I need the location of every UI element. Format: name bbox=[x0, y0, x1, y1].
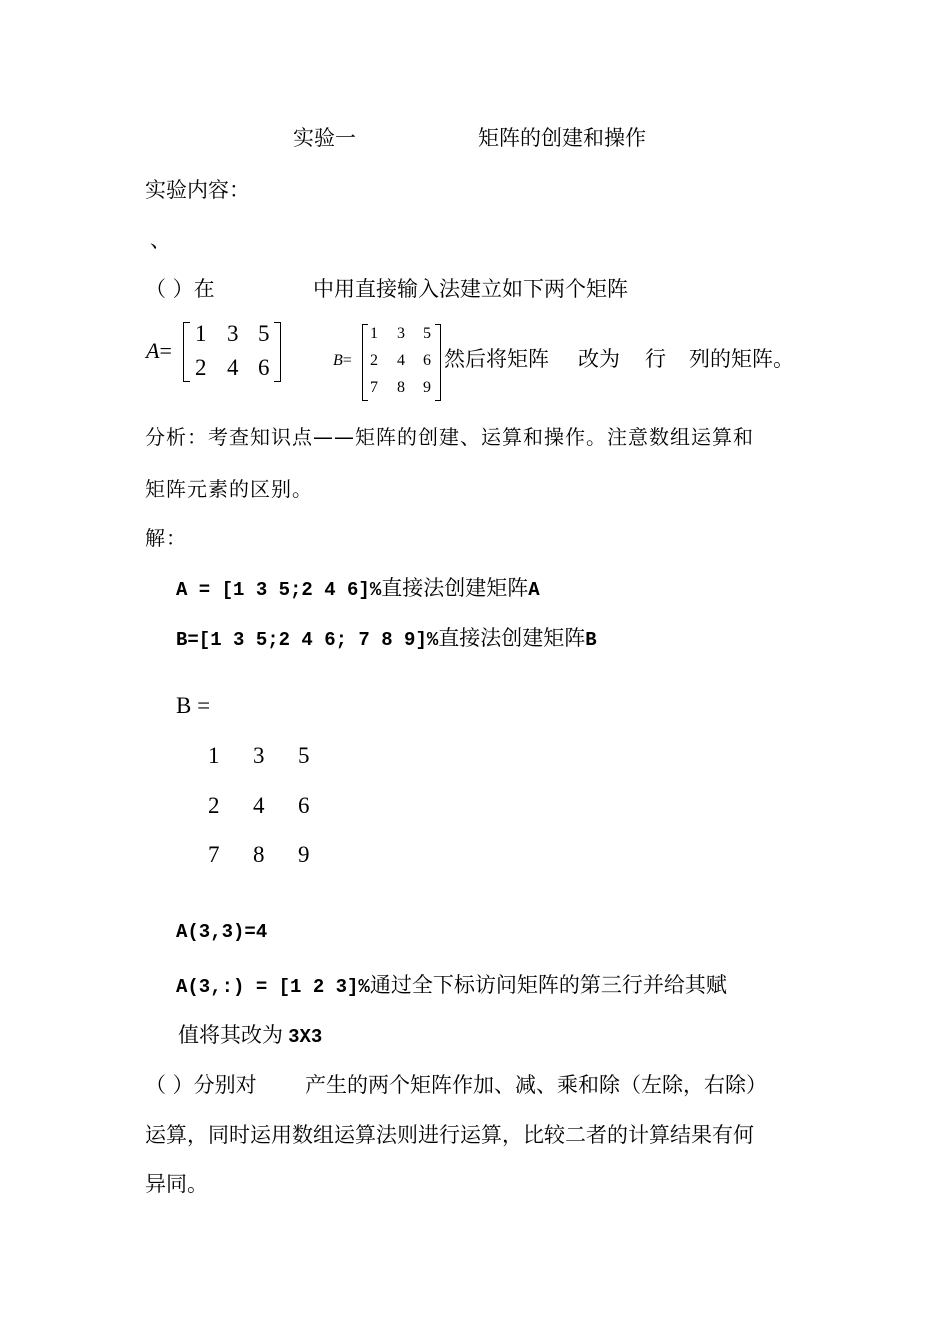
task1-after-4: 列的矩阵。 bbox=[689, 347, 794, 371]
matrix-a-cell: 5 bbox=[258, 321, 270, 346]
matrix-b-cell: 1 bbox=[370, 325, 378, 342]
matrix-a-name: A= bbox=[146, 338, 172, 363]
matrix-a-cell: 3 bbox=[227, 321, 239, 346]
output-cell: 7 bbox=[208, 842, 220, 867]
output-cell: 5 bbox=[298, 743, 310, 768]
solution-label: 解： bbox=[145, 526, 187, 550]
output-cell: 9 bbox=[298, 842, 310, 867]
matrix-b-cell: 9 bbox=[423, 379, 431, 396]
title-part-1: 实验一 bbox=[293, 126, 356, 150]
code-line-1: A = [1 3 5;2 4 6]%直接法创建矩阵A bbox=[176, 576, 540, 601]
code-line-4-cont: 值将其改为 3X3 bbox=[178, 1023, 323, 1048]
output-cell: 2 bbox=[208, 793, 220, 818]
matrix-a-cell: 1 bbox=[195, 321, 207, 346]
matrix-b-cell: 6 bbox=[423, 352, 431, 369]
task2-line-2: 运算，同时运用数组运算法则进行运算，比较二者的计算结果有何 bbox=[145, 1123, 754, 1147]
task1-after-2: 改为 bbox=[578, 347, 620, 371]
title-part-2: 矩阵的创建和操作 bbox=[478, 126, 646, 150]
code-line-4: A(3,:) = [1 2 3]%通过全下标访问矩阵的第三行并给其赋 bbox=[176, 973, 727, 998]
output-label: B = bbox=[176, 693, 211, 718]
matrix-b-left-bracket bbox=[362, 324, 368, 401]
matrix-a-cell: 4 bbox=[227, 355, 239, 380]
matrix-b-cell: 2 bbox=[370, 352, 378, 369]
matrix-b-cell: 8 bbox=[397, 379, 405, 396]
analysis-line-2: 矩阵元素的区别。 bbox=[145, 477, 313, 501]
code-line-2: B=[1 3 5;2 4 6; 7 8 9]%直接法创建矩阵B bbox=[176, 626, 597, 651]
output-cell: 6 bbox=[298, 793, 310, 818]
task1-text: 中用直接输入法建立如下两个矩阵 bbox=[313, 277, 628, 301]
output-cell: 4 bbox=[253, 793, 265, 818]
output-cell: 3 bbox=[253, 743, 265, 768]
task2-line-3: 异同。 bbox=[145, 1172, 208, 1196]
matrix-b-cell: 5 bbox=[423, 325, 431, 342]
task2-label: （ ）分别对 bbox=[145, 1073, 257, 1097]
output-cell: 8 bbox=[253, 842, 265, 867]
matrix-a-left-bracket bbox=[183, 322, 190, 382]
matrix-b-cell: 4 bbox=[397, 352, 405, 369]
matrix-b-cell: 7 bbox=[370, 379, 378, 396]
matrix-b-right-bracket bbox=[435, 324, 441, 401]
matrix-a-right-bracket bbox=[274, 322, 281, 382]
task1-after-1: 然后将矩阵 bbox=[444, 347, 549, 371]
section-heading: 实验内容： bbox=[145, 178, 250, 202]
analysis-line-1: 分析：考查知识点——矩阵的创建、运算和操作。注意数组运算和 bbox=[145, 425, 754, 449]
matrix-a-cell: 2 bbox=[195, 355, 207, 380]
output-cell: 1 bbox=[208, 743, 220, 768]
task1-label: （ ）在 bbox=[145, 277, 215, 301]
matrix-b-name: B= bbox=[333, 352, 352, 369]
matrix-b-cell: 3 bbox=[397, 325, 405, 342]
list-marker: 、 bbox=[150, 228, 171, 252]
task2-line-1: 产生的两个矩阵作加、减、乘和除（左除，右除） bbox=[305, 1073, 767, 1097]
task1-after-3: 行 bbox=[645, 347, 666, 371]
matrix-a-cell: 6 bbox=[258, 355, 270, 380]
code-line-3: A(3,3)=4 bbox=[176, 921, 268, 943]
